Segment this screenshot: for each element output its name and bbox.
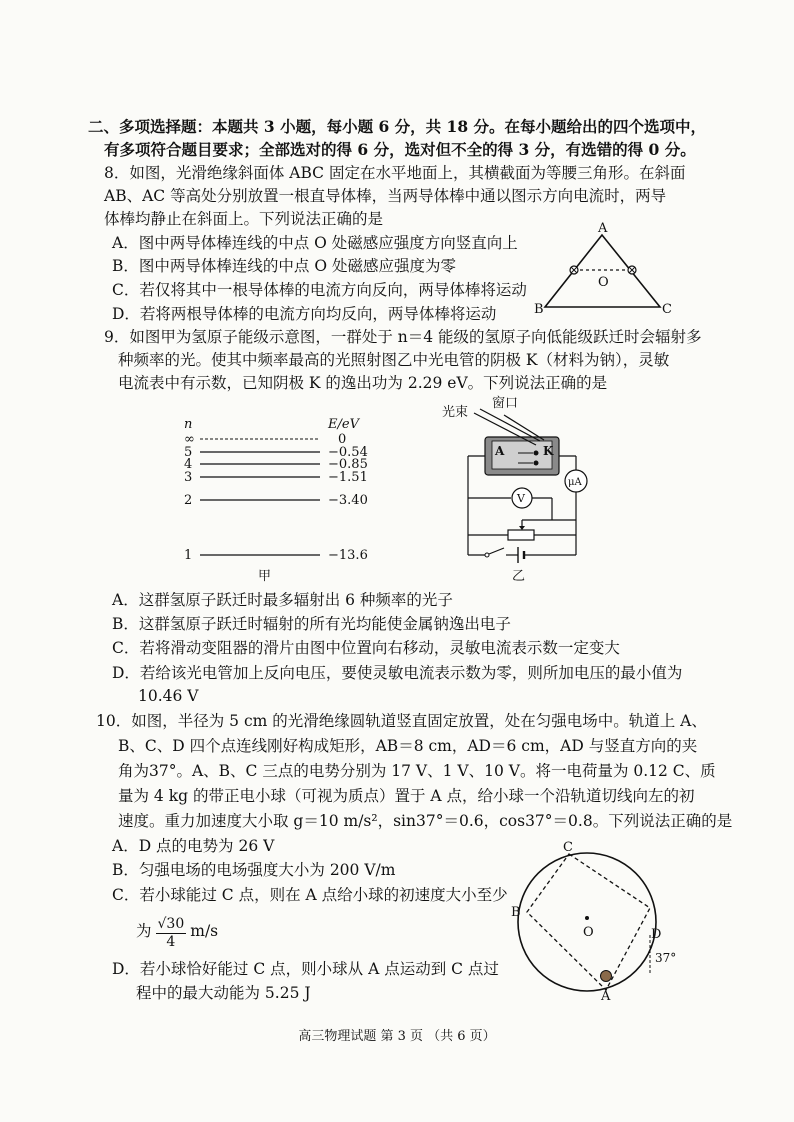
- q10-option-c-line1: C．若小球能过 C 点，则在 A 点给小球的初速度大小至少: [112, 886, 508, 904]
- q9-microammeter-label: μA: [568, 477, 582, 488]
- q10-option-c-line2: [136, 912, 218, 950]
- q9-level-n-3: 3: [184, 470, 193, 485]
- q9-caption-jia: 甲: [258, 569, 272, 584]
- q8-option-a: A．图中两导体棒连线的中点 O 处磁感应强度方向竖直向上: [112, 234, 518, 252]
- page-footer: 高三物理试题 第 3 页 （共 6 页）: [298, 1029, 496, 1044]
- q9-voltmeter-label: V: [517, 492, 525, 505]
- q10-option-d-line2: 程中的最大动能为 5.25 J: [136, 984, 311, 1002]
- q9-option-b: B．这群氢原子跃迁时辐射的所有光均能使金属钠逸出电子: [112, 615, 511, 633]
- q9-level-n-4: 4: [184, 457, 193, 472]
- q10-option-c-prefix: 为: [136, 922, 152, 940]
- q8-option-c: C．若仅将其中一根导体棒的电流方向反向，两导体棒将运动: [112, 281, 527, 299]
- q9-option-c: C．若将滑动变阻器的滑片由图中位置向右移动，灵敏电流表示数一定变大: [112, 639, 620, 657]
- q9-caption-yi: 乙: [512, 569, 526, 584]
- q9-level-n-2: 2: [184, 493, 193, 508]
- q9-stem-line3: 电流表中有示数，已知阴极 K 的逸出功为 2.29 eV。下列说法正确的是: [118, 374, 608, 392]
- q10-label-b: B: [511, 905, 521, 920]
- q9-level-n-inf: ∞: [184, 432, 195, 447]
- q10-angle-label: 37°: [655, 951, 677, 965]
- q9-anode-label: A: [495, 444, 505, 458]
- q10-option-b: B．匀强电场的电场强度大小为 200 V/m: [112, 861, 396, 879]
- q9-window-label: 窗口: [492, 396, 519, 411]
- q10-fraction-denominator: 4: [166, 933, 176, 950]
- q8-stem-line1: 8．如图，光滑绝缘斜面体 ABC 固定在水平地面上，其横截面为等腰三角形。在斜面: [104, 164, 686, 182]
- q9-level-e-5: −0.54: [328, 445, 368, 460]
- q8-label-o: O: [598, 275, 609, 290]
- q9-photoelectric-circuit: [440, 395, 590, 585]
- q9-e-axis-label: E/eV: [328, 417, 359, 432]
- q9-stem-line1: 9．如图甲为氢原子能级示意图，一群处于 n＝4 能级的氢原子向低能级跃迁时会辐射多: [104, 328, 702, 346]
- q10-label-c: C: [563, 840, 573, 855]
- q9-level-n-5: 5: [184, 445, 193, 460]
- q8-label-b: B: [534, 302, 544, 317]
- q10-option-c-unit: m/s: [190, 922, 219, 940]
- q9-stem-line2: 种频率的光。使其中频率最高的光照射图乙中光电管的阴极 K（材料为钠），灵敏: [118, 351, 670, 369]
- q9-level-e-3: −1.51: [328, 470, 368, 485]
- q10-circle-track-figure: [505, 840, 695, 1005]
- q10-label-o: O: [583, 925, 594, 940]
- q10-stem-line5: 速度。重力加速度大小取 g＝10 m/s²，sin37°＝0.6，cos37°＝0.8。下列说法正确的是: [118, 812, 733, 830]
- q9-cathode-label: K: [543, 444, 554, 458]
- q9-level-n-1: 1: [184, 548, 193, 563]
- q9-beam-label: 光束: [442, 405, 469, 420]
- q9-level-e-1: −13.6: [328, 548, 368, 563]
- q9-option-d-line1: D．若给该光电管加上反向电压，要使灵敏电流表示数为零，则所加电压的最小值为: [112, 664, 683, 682]
- q10-label-a: A: [601, 989, 611, 1004]
- q10-stem-line3: 角为37°。A、B、C 三点的电势分别为 17 V、1 V、10 V。将一电荷量为 0.12 C、质: [118, 762, 716, 780]
- q9-level-e-4: −0.85: [328, 457, 368, 472]
- q8-stem-line2: AB、AC 等高处分别放置一根直导体棒，当两导体棒中通以图示方向电流时，两导: [104, 187, 667, 205]
- q10-option-c-fraction: [156, 915, 187, 950]
- q8-option-b: B．图中两导体棒连线的中点 O 处磁感应强度为零: [112, 257, 456, 275]
- q9-energy-level-diagram: [180, 410, 380, 585]
- q8-option-d: D．若将两根导体棒的电流方向均反向，两导体棒将运动: [112, 305, 497, 323]
- q9-option-a: A．这群氢原子跃迁时最多辐射出 6 种频率的光子: [112, 591, 453, 609]
- q8-stem-line3: 体棒均静止在斜面上。下列说法正确的是: [104, 210, 384, 228]
- q9-level-e-2: −3.40: [328, 493, 368, 508]
- q10-label-d: D: [651, 927, 662, 942]
- q10-stem-line2: B、C、D 四个点连线刚好构成矩形，AB＝8 cm，AD＝6 cm，AD 与竖直方向的夹: [118, 737, 698, 755]
- q10-option-a: A．D 点的电势为 26 V: [112, 837, 275, 855]
- q9-option-d-line2: 10.46 V: [138, 687, 199, 705]
- q10-fraction-numerator: √30: [157, 915, 185, 932]
- section-heading-line2: 有多项符合题目要求；全部选对的得 6 分，选对但不全的得 3 分，有选错的得 0 分。: [104, 140, 696, 159]
- q9-n-axis-label: n: [184, 417, 193, 432]
- q8-label-a: A: [598, 221, 608, 236]
- q10-stem-line4: 量为 4 kg 的带正电小球（可视为质点）置于 A 点，给小球一个沿轨道切线向左的初: [118, 787, 695, 805]
- section-heading: 二、多项选择题：本题共 3 小题，每小题 6 分，共 18 分。在每小题给出的四个选项中，: [88, 117, 707, 136]
- q10-option-d-line1: D．若小球恰好能过 C 点，则小球从 A 点运动到 C 点过: [112, 960, 499, 978]
- q8-label-c: C: [662, 302, 672, 317]
- q10-stem-line1: 10．如图，半径为 5 cm 的光滑绝缘圆轨道竖直固定放置，处在匀强电场中。轨道上 A、: [96, 712, 707, 730]
- q9-level-e-inf: 0: [338, 432, 347, 447]
- q8-triangle-figure: [530, 222, 680, 322]
